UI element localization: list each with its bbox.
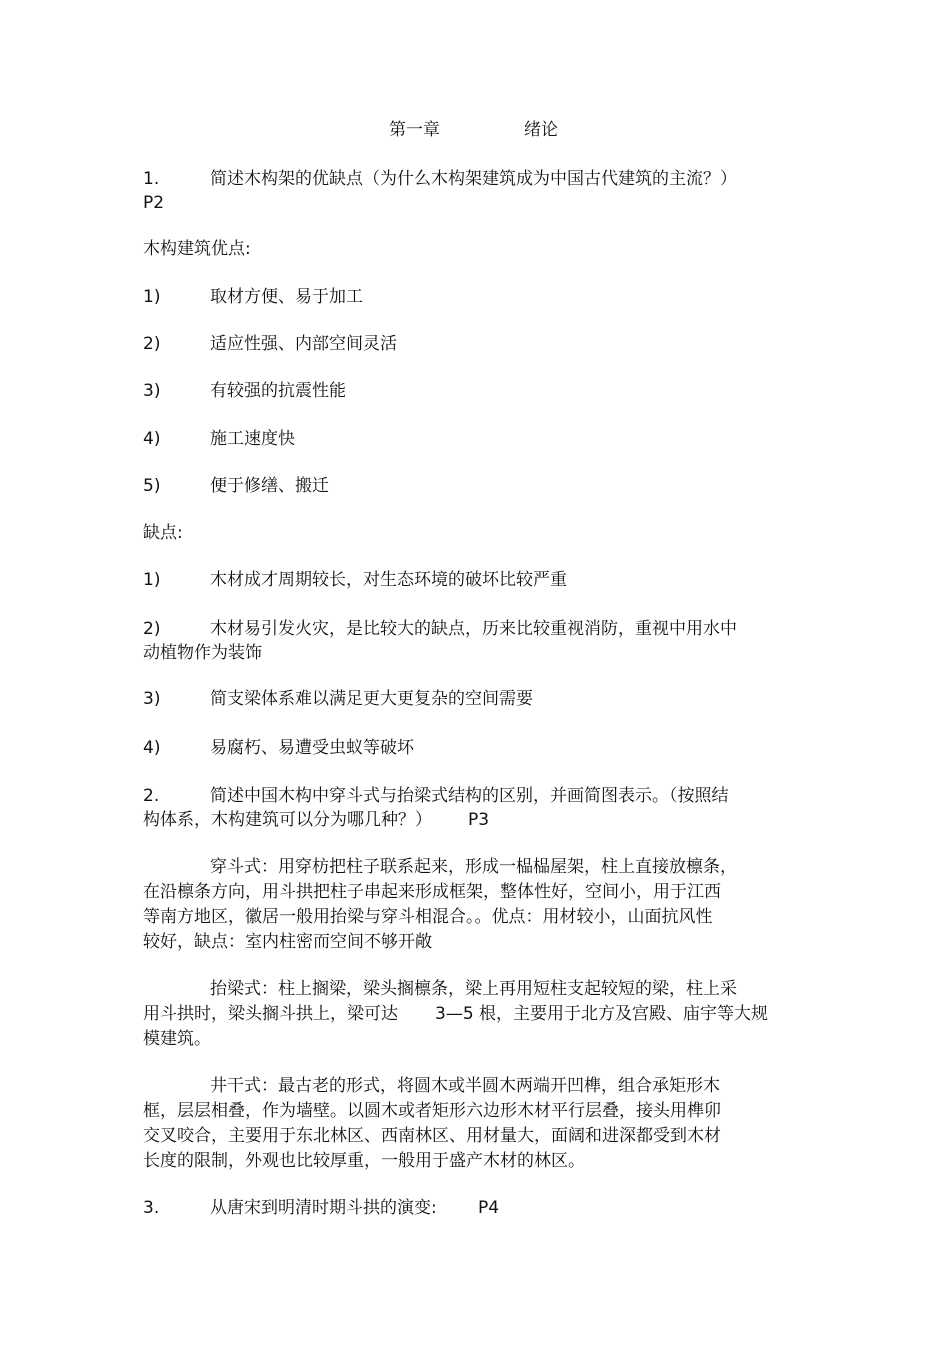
q3-text: 从唐宋到明清时期斗拱的演变: xyxy=(210,1198,437,1218)
q3-number: 3. xyxy=(143,1198,160,1218)
cons-item-text: 木材易引发火灾，是比较大的缺点，历来比较重视消防，重视中用水中 xyxy=(210,619,737,639)
cons-item-number: 2) xyxy=(143,619,161,639)
q2-text: 简述中国木构中穿斗式与抬梁式结构的区别，并画简图表示。（按照结 xyxy=(210,786,729,806)
q1-page-ref: P2 xyxy=(143,193,165,213)
q1-number: 1. xyxy=(143,169,160,189)
tailiang-line: 模建筑。 xyxy=(143,1029,211,1049)
cons-item-text: 易腐朽、易遭受虫蚁等破坏 xyxy=(210,738,414,758)
tailiang-line: 抬梁式：柱上搁梁，梁头搁檩条，梁上再用短柱支起较短的梁，柱上采 xyxy=(210,979,737,999)
cons-item-continuation: 动植物作为装饰 xyxy=(143,643,262,663)
tailiang-line: 3—5 根，主要用于北方及宫殿、庙宇等大规 xyxy=(435,1004,769,1024)
q2-page-ref: P3 xyxy=(468,810,490,830)
jinggan-line: 长度的限制，外观也比较厚重，一般用于盛产木材的林区。 xyxy=(143,1151,585,1171)
cons-item-number: 1) xyxy=(143,570,161,590)
q1-text: 简述木构架的优缺点（为什么木构架建筑成为中国古代建筑的主流？） xyxy=(210,169,737,189)
pros-item-text: 有较强的抗震性能 xyxy=(210,381,346,401)
jinggan-line: 井干式：最古老的形式，将圆木或半圆木两端开凹榫，组合承矩形木 xyxy=(210,1076,720,1096)
pros-item-text: 施工速度快 xyxy=(210,429,295,449)
jinggan-line: 交叉咬合，主要用于东北林区、西南林区、用材量大，面阔和进深都受到木材 xyxy=(143,1126,721,1146)
chuandou-line: 较好，缺点：室内柱密而空间不够开敞 xyxy=(143,932,432,952)
pros-item-number: 5) xyxy=(143,476,161,496)
pros-item-text: 便于修缮、搬迁 xyxy=(210,476,329,496)
chuandou-line: 穿斗式：用穿枋把柱子联系起来，形成一榀榀屋架，柱上直接放檩条， xyxy=(210,857,737,877)
chuandou-line: 在沿檩条方向，用斗拱把柱子串起来形成框架，整体性好，空间小，用于江西 xyxy=(143,882,721,902)
q2-number: 2. xyxy=(143,786,160,806)
tailiang-line: 用斗拱时，梁头搁斗拱上，梁可达 xyxy=(143,1004,398,1024)
pros-item-number: 4) xyxy=(143,429,161,449)
jinggan-line: 框，层层相叠，作为墙壁。以圆木或者矩形六边形木材平行层叠，接头用榫卯 xyxy=(143,1101,721,1121)
chapter-title: 绪论 xyxy=(524,120,558,140)
cons-heading: 缺点: xyxy=(143,523,183,543)
pros-item-text: 取材方便、易于加工 xyxy=(210,287,363,307)
pros-item-number: 1) xyxy=(143,287,161,307)
cons-item-number: 3) xyxy=(143,689,161,709)
pros-item-text: 适应性强、内部空间灵活 xyxy=(210,334,397,354)
pros-heading: 木构建筑优点: xyxy=(143,239,251,259)
chuandou-line: 等南方地区，徽居一般用抬梁与穿斗相混合。。优点：用材较小，山面抗风性 xyxy=(143,907,713,927)
cons-item-number: 4) xyxy=(143,738,161,758)
q3-page-ref: P4 xyxy=(478,1198,500,1218)
cons-item-text: 简支梁体系难以满足更大更复杂的空间需要 xyxy=(210,689,533,709)
q2-continuation: 构体系，木构建筑可以分为哪几种？） xyxy=(143,810,432,830)
pros-item-number: 3) xyxy=(143,381,161,401)
pros-item-number: 2) xyxy=(143,334,161,354)
cons-item-text: 木材成才周期较长，对生态环境的破坏比较严重 xyxy=(210,570,567,590)
chapter-number: 第一章 xyxy=(389,120,440,140)
